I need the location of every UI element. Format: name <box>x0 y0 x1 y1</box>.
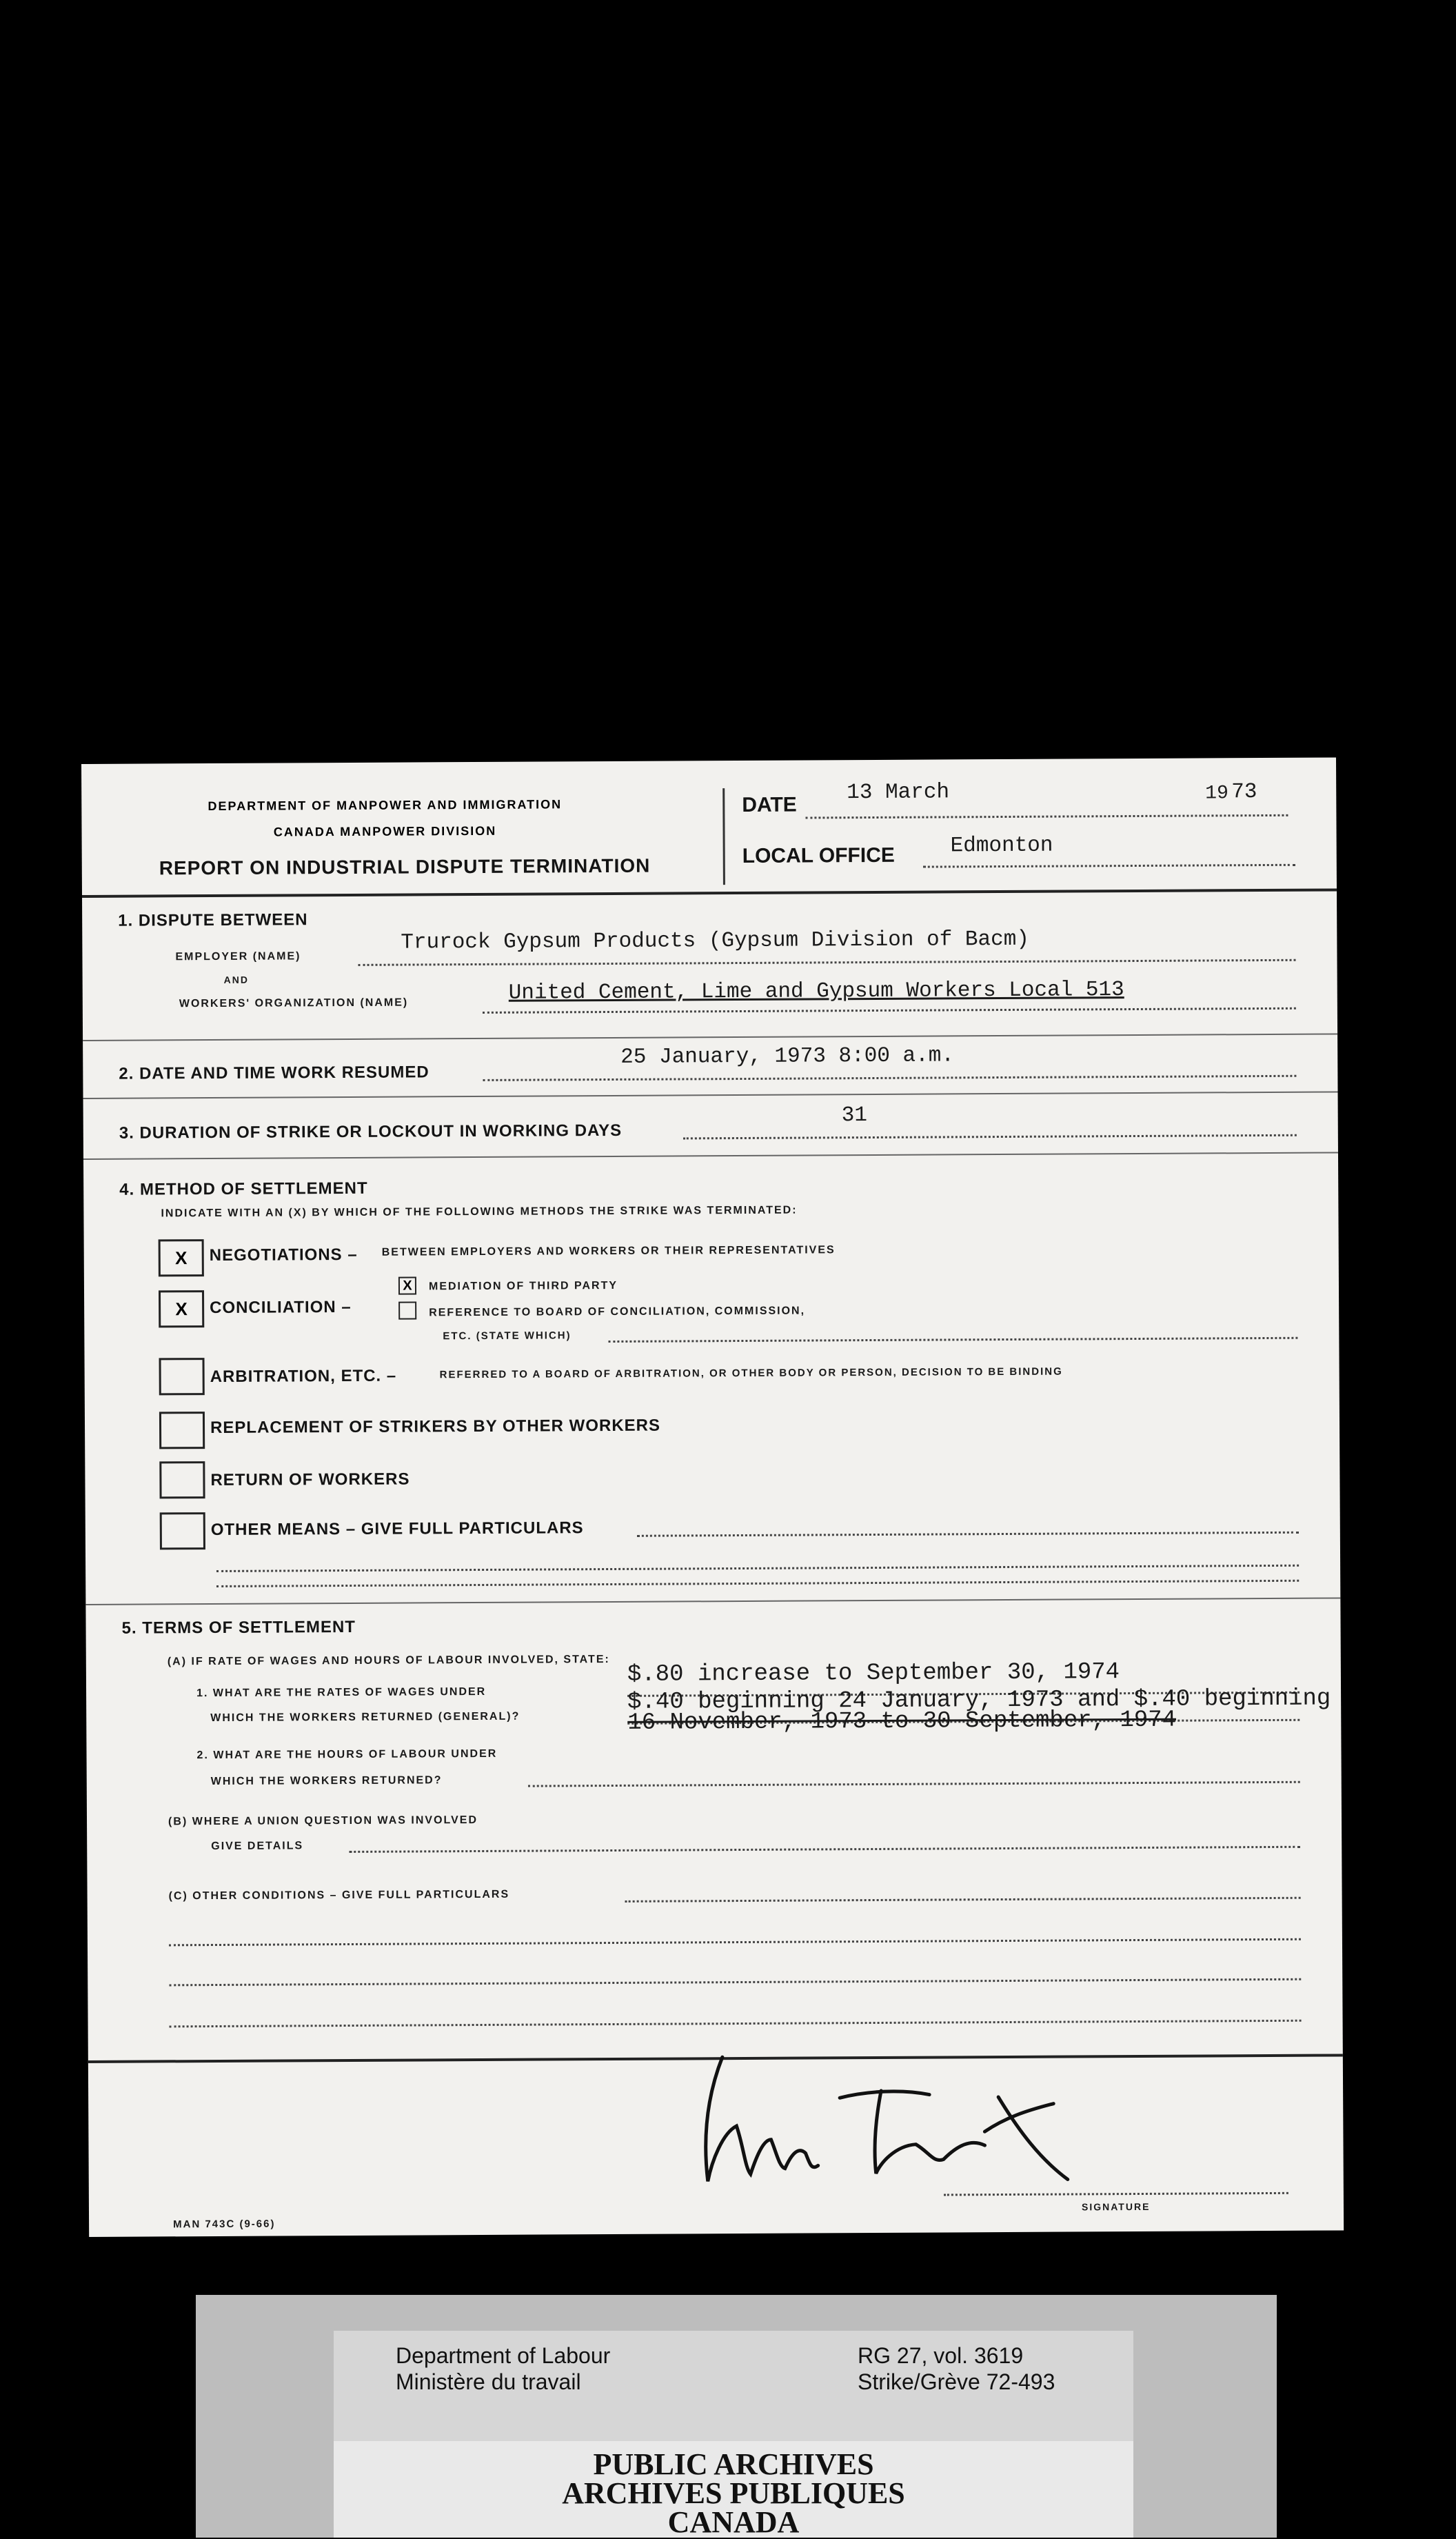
employer-label: EMPLOYER (NAME) <box>175 950 301 963</box>
archive-label-card <box>334 2331 1133 2538</box>
mediation-checkbox[interactable]: X <box>398 1276 416 1294</box>
section3-rule <box>83 1152 1338 1160</box>
duration-line <box>683 1134 1297 1140</box>
conciliation-checkbox[interactable]: X <box>159 1290 204 1327</box>
method-instruction: INDICATE WITH AN (X) BY WHICH OF THE FOLLOWING METHODS THE STRIKE WAS TERMINATED: <box>161 1204 798 1220</box>
workers-org-label: WORKERS' ORGANIZATION (NAME) <box>179 996 409 1010</box>
other-means-line-3 <box>216 1580 1299 1587</box>
section1-heading: 1. DISPUTE BETWEEN <box>118 910 308 930</box>
section2-rule <box>83 1091 1338 1099</box>
header-rule <box>82 888 1337 898</box>
form-title: REPORT ON INDUSTRIAL DISPUTE TERMINATION <box>159 854 651 879</box>
signature-label: SIGNATURE <box>1081 2200 1151 2213</box>
negotiations-checkbox[interactable]: X <box>159 1239 204 1276</box>
reference-checkbox[interactable] <box>398 1301 416 1319</box>
employer-line <box>358 959 1296 966</box>
replacement-label: REPLACEMENT OF STRIKERS BY OTHER WORKERS <box>210 1416 661 1438</box>
header-divider <box>722 788 725 885</box>
negotiations-label: NEGOTIATIONS – <box>209 1245 358 1265</box>
section1-rule <box>83 1033 1337 1041</box>
date-value: 13 March <box>847 780 950 805</box>
local-office-label: LOCAL OFFICE <box>742 843 895 867</box>
other-conditions-line-3 <box>169 1978 1301 1987</box>
hours-line <box>528 1781 1300 1787</box>
wages-question-line1: 1. WHAT ARE THE RATES OF WAGES UNDER <box>196 1685 487 1700</box>
year-value: 73 <box>1231 780 1257 805</box>
other-means-label: OTHER MEANS – GIVE FULL PARTICULARS <box>210 1518 584 1540</box>
archive-line-2: ARCHIVES PUBLIQUES <box>562 2476 905 2510</box>
union-question-line2: GIVE DETAILS <box>211 1840 304 1853</box>
work-resumed-value: 25 January, 1973 8:00 a.m. <box>620 1043 955 1070</box>
return-label: RETURN OF WORKERS <box>210 1469 410 1490</box>
replacement-checkbox[interactable] <box>159 1412 205 1449</box>
dispute-report-form <box>81 757 1344 2237</box>
duration-value: 31 <box>841 1103 867 1128</box>
local-office-value: Edmonton <box>950 833 1053 859</box>
archive-reference-2: Strike/Grève 72-493 <box>858 2369 1055 2394</box>
department-fr: Ministère du travail <box>396 2369 581 2394</box>
department-name: DEPARTMENT OF MANPOWER AND IMMIGRATION <box>208 797 563 814</box>
archive-line-3: CANADA <box>667 2505 800 2539</box>
arbitration-checkbox[interactable] <box>159 1358 205 1395</box>
employer-value: Trurock Gypsum Products (Gypsum Division of Bacm) <box>401 927 1030 955</box>
local-office-line <box>923 864 1295 868</box>
other-conditions-line-1 <box>625 1897 1301 1903</box>
etc-state-label: ETC. (STATE WHICH) <box>443 1329 572 1343</box>
work-resumed-line <box>483 1075 1296 1081</box>
section2-heading: 2. DATE AND TIME WORK RESUMED <box>119 1063 429 1083</box>
arbitration-label: ARBITRATION, ETC. – <box>210 1366 397 1387</box>
division-name: CANADA MANPOWER DIVISION <box>273 823 497 839</box>
hours-question-line1: 2. WHAT ARE THE HOURS OF LABOUR UNDER <box>196 1747 498 1762</box>
section3-heading: 3. DURATION OF STRIKE OR LOCKOUT IN WORKING DAYS <box>119 1121 623 1143</box>
workers-org-value: United Cement, Lime and Gypsum Workers Local 513 <box>508 978 1124 1005</box>
wages-answer-line1: $.80 increase to September 30, 1974 <box>627 1659 1120 1688</box>
other-means-line-1 <box>637 1532 1299 1537</box>
archive-reference-1: RG 27, vol. 3619 <box>858 2343 1024 2368</box>
return-checkbox[interactable] <box>159 1461 205 1498</box>
other-means-line-2 <box>216 1565 1299 1572</box>
date-line <box>805 814 1288 819</box>
other-conditions-line-4 <box>170 2020 1302 2028</box>
conciliation-label: CONCILIATION – <box>210 1297 352 1318</box>
signature-mark <box>695 2048 1137 2195</box>
section4-heading: 4. METHOD OF SETTLEMENT <box>119 1178 368 1199</box>
wages-answer-line3: 16 November, 1973 to 30 September, 1974 <box>627 1707 1177 1736</box>
reference-label: REFERENCE TO BOARD OF CONCILIATION, COMMISSION, <box>429 1305 806 1319</box>
hours-question-line2: WHICH THE WORKERS RETURNED? <box>210 1774 443 1788</box>
mediation-label: MEDIATION OF THIRD PARTY <box>428 1279 618 1293</box>
section5-heading: 5. TERMS OF SETTLEMENT <box>121 1617 356 1638</box>
workers-org-line <box>483 1007 1296 1014</box>
archive-label <box>196 2295 1277 2538</box>
wages-question-line2: WHICH THE WORKERS RETURNED (GENERAL)? <box>210 1710 520 1725</box>
union-line <box>349 1846 1300 1853</box>
arbitration-desc: REFERRED TO A BOARD OF ARBITRATION, OR OTHER BODY OR PERSON, DECISION TO BE BINDING <box>439 1365 1063 1381</box>
etc-state-line <box>608 1337 1297 1343</box>
terms-a-label: (A) IF RATE OF WAGES AND HOURS OF LABOUR INVOLVED, STATE: <box>167 1654 610 1668</box>
other-conditions-label: (C) OTHER CONDITIONS – GIVE FULL PARTICULARS <box>168 1888 510 1903</box>
form-number: MAN 743C (9-66) <box>173 2218 276 2231</box>
other-conditions-line-2 <box>169 1938 1301 1947</box>
negotiations-desc: BETWEEN EMPLOYERS AND WORKERS OR THEIR REPRESENTATIVES <box>381 1244 836 1258</box>
section4-rule <box>85 1597 1340 1605</box>
date-label: DATE <box>742 793 797 816</box>
year-prefix: 19 <box>1205 783 1228 805</box>
union-question-line1: (B) WHERE A UNION QUESTION WAS INVOLVED <box>168 1814 478 1828</box>
archive-line-1: PUBLIC ARCHIVES <box>593 2447 874 2481</box>
other-means-checkbox[interactable] <box>160 1512 205 1549</box>
department-en: Department of Labour <box>396 2343 611 2368</box>
and-label: AND <box>223 974 250 985</box>
wages-answer-line2: $.40 beginning 24 January, 1973 and $.40 beginning <box>627 1685 1331 1716</box>
